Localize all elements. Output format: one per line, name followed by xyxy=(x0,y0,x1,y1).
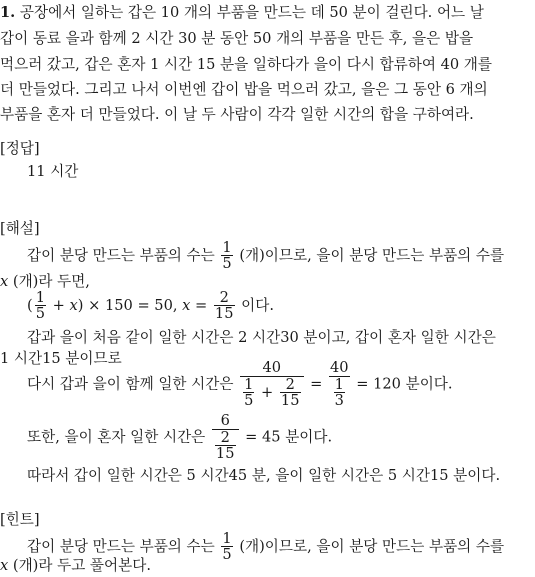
fraction-numerator: 2 xyxy=(280,377,301,393)
explanation-text: 갑이 분당 만드는 부품의 수는 xyxy=(27,246,215,264)
fraction-denominator: 5 xyxy=(222,255,232,273)
problem-line-3: 먹으러 갔고, 갑은 혼자 1 시간 15 분을 일하다가 을이 다시 합류하여 40 개를 xyxy=(0,56,493,73)
variable-x: x xyxy=(0,273,9,290)
fraction-denominator: 5 xyxy=(35,305,45,323)
hint-header: [힌트] xyxy=(0,511,40,528)
compound-denominator xyxy=(212,430,239,462)
hint-line-2 xyxy=(0,556,151,576)
answer-header: [정답] xyxy=(0,140,40,157)
fraction-numerator: 1 xyxy=(222,239,232,256)
operator-plus: + xyxy=(48,296,70,314)
hint-text: (개)라 두고 풀어본다. xyxy=(8,557,151,574)
fraction-numerator: 1 xyxy=(244,376,254,394)
fraction-denominator: 3 xyxy=(334,392,344,410)
explanation-text: (개)라 두면, xyxy=(8,273,90,290)
fraction-denominator: 15 xyxy=(215,445,235,463)
problem-text-1: 공장에서 일하는 갑은 10 개의 부품을 만드는 데 50 분이 걸린다. 어느 날 xyxy=(19,4,484,21)
compound-denominator xyxy=(329,377,350,409)
fraction-two-fifteenths xyxy=(214,290,235,322)
fraction-numerator: 2 xyxy=(215,430,236,446)
variable-x: x xyxy=(69,296,78,314)
problem-number: 1. xyxy=(0,4,16,21)
fraction-denominator: 15 xyxy=(280,392,300,410)
operator-plus: + xyxy=(256,383,278,401)
problem-line-5: 부품을 혼자 더 만들었다. 이 날 두 사람이 각각 일한 시간의 합을 구하여라. xyxy=(0,106,474,123)
explanation-text: 다시 갑과 을이 함께 일한 시간은 xyxy=(27,375,234,393)
compound-numerator: 6 xyxy=(212,413,239,430)
problem-line-4: 더 만들었다. 그리고 나서 이번엔 갑이 밥을 먹으러 갔고, 을은 그 동안 6 개의 xyxy=(0,81,488,98)
hint-text: 갑이 분당 만드는 부품의 수는 xyxy=(27,537,215,555)
variable-x: x xyxy=(0,557,9,574)
fraction-one-fifth xyxy=(221,240,232,272)
compound-denominator xyxy=(240,377,303,409)
hint-text: (개)이므로, 을이 분당 만드는 부품의 수를 xyxy=(239,537,505,555)
fraction-numerator: 2 xyxy=(214,290,235,306)
explanation-line-1 xyxy=(27,240,504,272)
variable-x: x xyxy=(182,296,191,314)
operator-equals: = xyxy=(305,375,328,393)
fraction-one-fifth xyxy=(35,290,46,322)
explanation-equation xyxy=(27,290,274,322)
fraction-denominator: 5 xyxy=(222,546,232,564)
explanation-line-5: 1 시간15 분이므로 xyxy=(0,350,122,367)
compound-fraction xyxy=(240,360,303,409)
explanation-line-8: 따라서 갑이 일한 시간은 5 시간45 분, 을이 일한 시간은 5 시간15 분이다. xyxy=(27,467,501,484)
equation-suffix: = 120 분이다. xyxy=(351,375,453,393)
fraction-one-third xyxy=(334,377,345,409)
equation-suffix: = 45 분이다. xyxy=(240,428,333,446)
answer-value: 11 시간 xyxy=(27,163,79,180)
explanation-line-4: 갑과 을이 처음 같이 일한 시간은 2 시간30 분이고, 갑이 혼자 일한 시간은 xyxy=(27,329,496,346)
equation-suffix: 이다. xyxy=(236,296,274,314)
fraction-numerator: 1 xyxy=(222,530,232,547)
fraction-one-fifth xyxy=(221,531,232,563)
compound-fraction-2 xyxy=(329,360,350,409)
equation-middle: ) × 150 = 50, xyxy=(77,296,183,314)
explanation-line-6 xyxy=(27,360,453,409)
problem-line-2: 갑이 동료 을과 함께 2 시간 30 분 동안 50 개의 부품을 만든 후, 을은 밥을 xyxy=(0,30,474,47)
explanation-text: (개)이므로, 을이 분당 만드는 부품의 수를 xyxy=(239,246,505,264)
fraction-two-fifteenths xyxy=(280,377,301,409)
fraction-denominator: 15 xyxy=(214,305,234,323)
fraction-two-fifteenths xyxy=(215,430,236,462)
operator-equals: = xyxy=(190,296,212,314)
paren: ( xyxy=(27,296,33,314)
explanation-header: [해설] xyxy=(0,220,40,237)
fraction-denominator: 5 xyxy=(244,392,254,410)
compound-numerator: 40 xyxy=(240,360,303,377)
problem-line-1 xyxy=(0,3,484,23)
explanation-line-7 xyxy=(27,413,332,462)
fraction-numerator: 1 xyxy=(334,376,344,394)
compound-fraction-3 xyxy=(212,413,239,462)
compound-numerator: 40 xyxy=(330,359,349,376)
fraction-one-fifth xyxy=(243,377,254,409)
explanation-text: 또한, 을이 혼자 일한 시간은 xyxy=(27,428,206,446)
fraction-numerator: 1 xyxy=(35,289,45,306)
